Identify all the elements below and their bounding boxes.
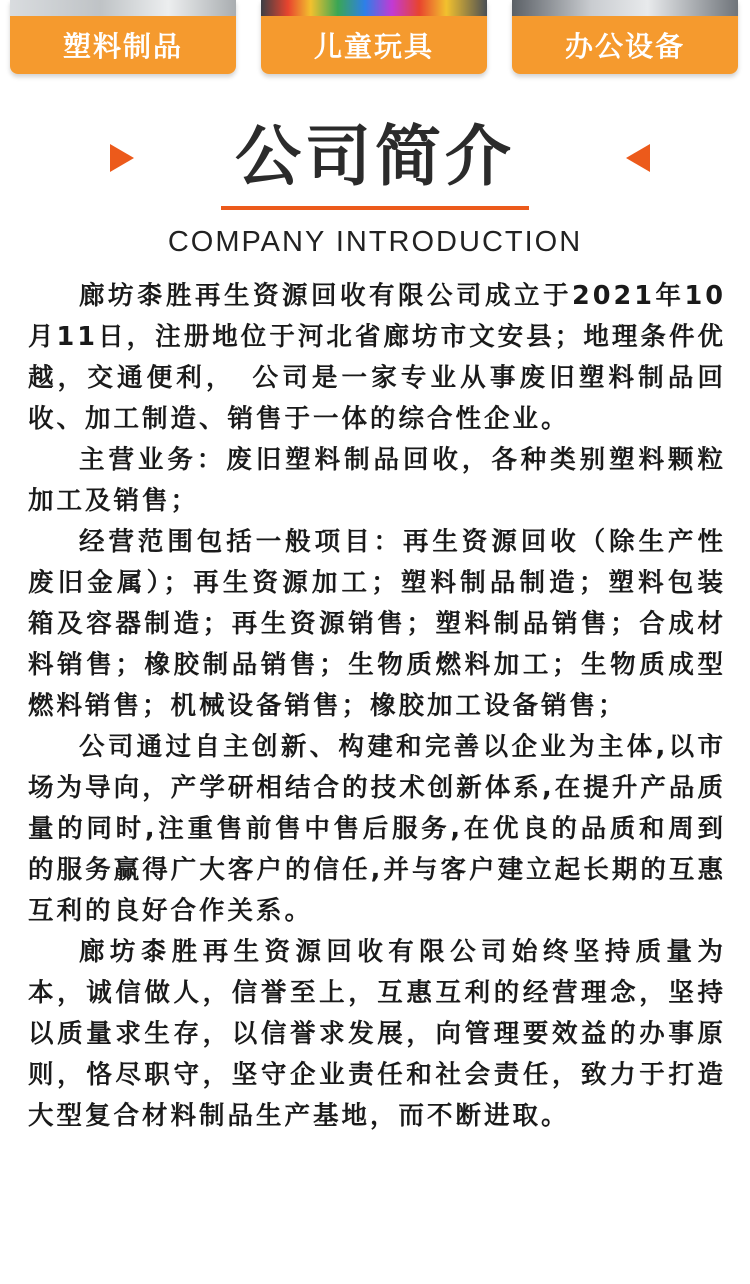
category-image <box>261 0 487 16</box>
title-divider <box>221 206 529 210</box>
innovation-paragraph: 公司通过自主创新、构建和完善以企业为主体,以市场为导向，产学研相结合的技术创新体系,在提升产品质量的同时,注重售前售中售后服务,在优良的品质和周到的服务赢得广大客户的信任,并与客户建立起长期的互惠互利的良好合作关系。 <box>28 732 726 926</box>
category-plastic-products[interactable] <box>10 0 236 74</box>
main-business-paragraph: 主营业务：废旧塑料制品回收，各种类别塑料颗粒加工及销售； <box>28 445 726 516</box>
category-label: 办公设备 <box>512 16 738 74</box>
philosophy-paragraph: 廊坊桼胜再生资源回收有限公司始终坚持质量为本，诚信做人，信誉至上，互惠互利的经营理念，坚持以质量求生存，以信誉求发展，向管理要效益的办事原则，恪尽职守，坚守企业责任和社会责任，致力于打造大型复合材料制品生产基地，而不断进取。 <box>28 937 726 1131</box>
section-title: 公司简介 <box>235 118 515 195</box>
intro-paragraph: 廊坊桼胜再生资源回收有限公司成立于2021年10月11日，注册地位于河北省廊坊市文安县；地理条件优越，交通便利， 公司是一家专业从事废旧塑料制品回收、加工制造、销售于一体的综合性企业。 <box>28 281 726 434</box>
category-image <box>512 0 738 16</box>
business-scope-paragraph: 经营范围包括一般项目：再生资源回收（除生产性废旧金属）；再生资源加工；塑料制品制造；塑料包装箱及容器制造；再生资源销售；塑料制品销售；合成材料销售；橡胶制品销售；生物质燃料加工；生物质成型燃料销售；机械设备销售；橡胶加工设备销售； <box>28 527 726 721</box>
category-office-equipment[interactable] <box>512 0 738 74</box>
arrow-left-icon <box>626 144 650 172</box>
category-toys[interactable] <box>261 0 487 74</box>
category-image <box>10 0 236 16</box>
section-subtitle: COMPANY INTRODUCTION <box>167 226 583 258</box>
category-label: 塑料制品 <box>10 16 236 74</box>
company-introduction-text <box>28 276 726 1137</box>
category-label: 儿童玩具 <box>261 16 487 74</box>
category-bar <box>0 0 750 80</box>
section-header <box>0 112 750 212</box>
